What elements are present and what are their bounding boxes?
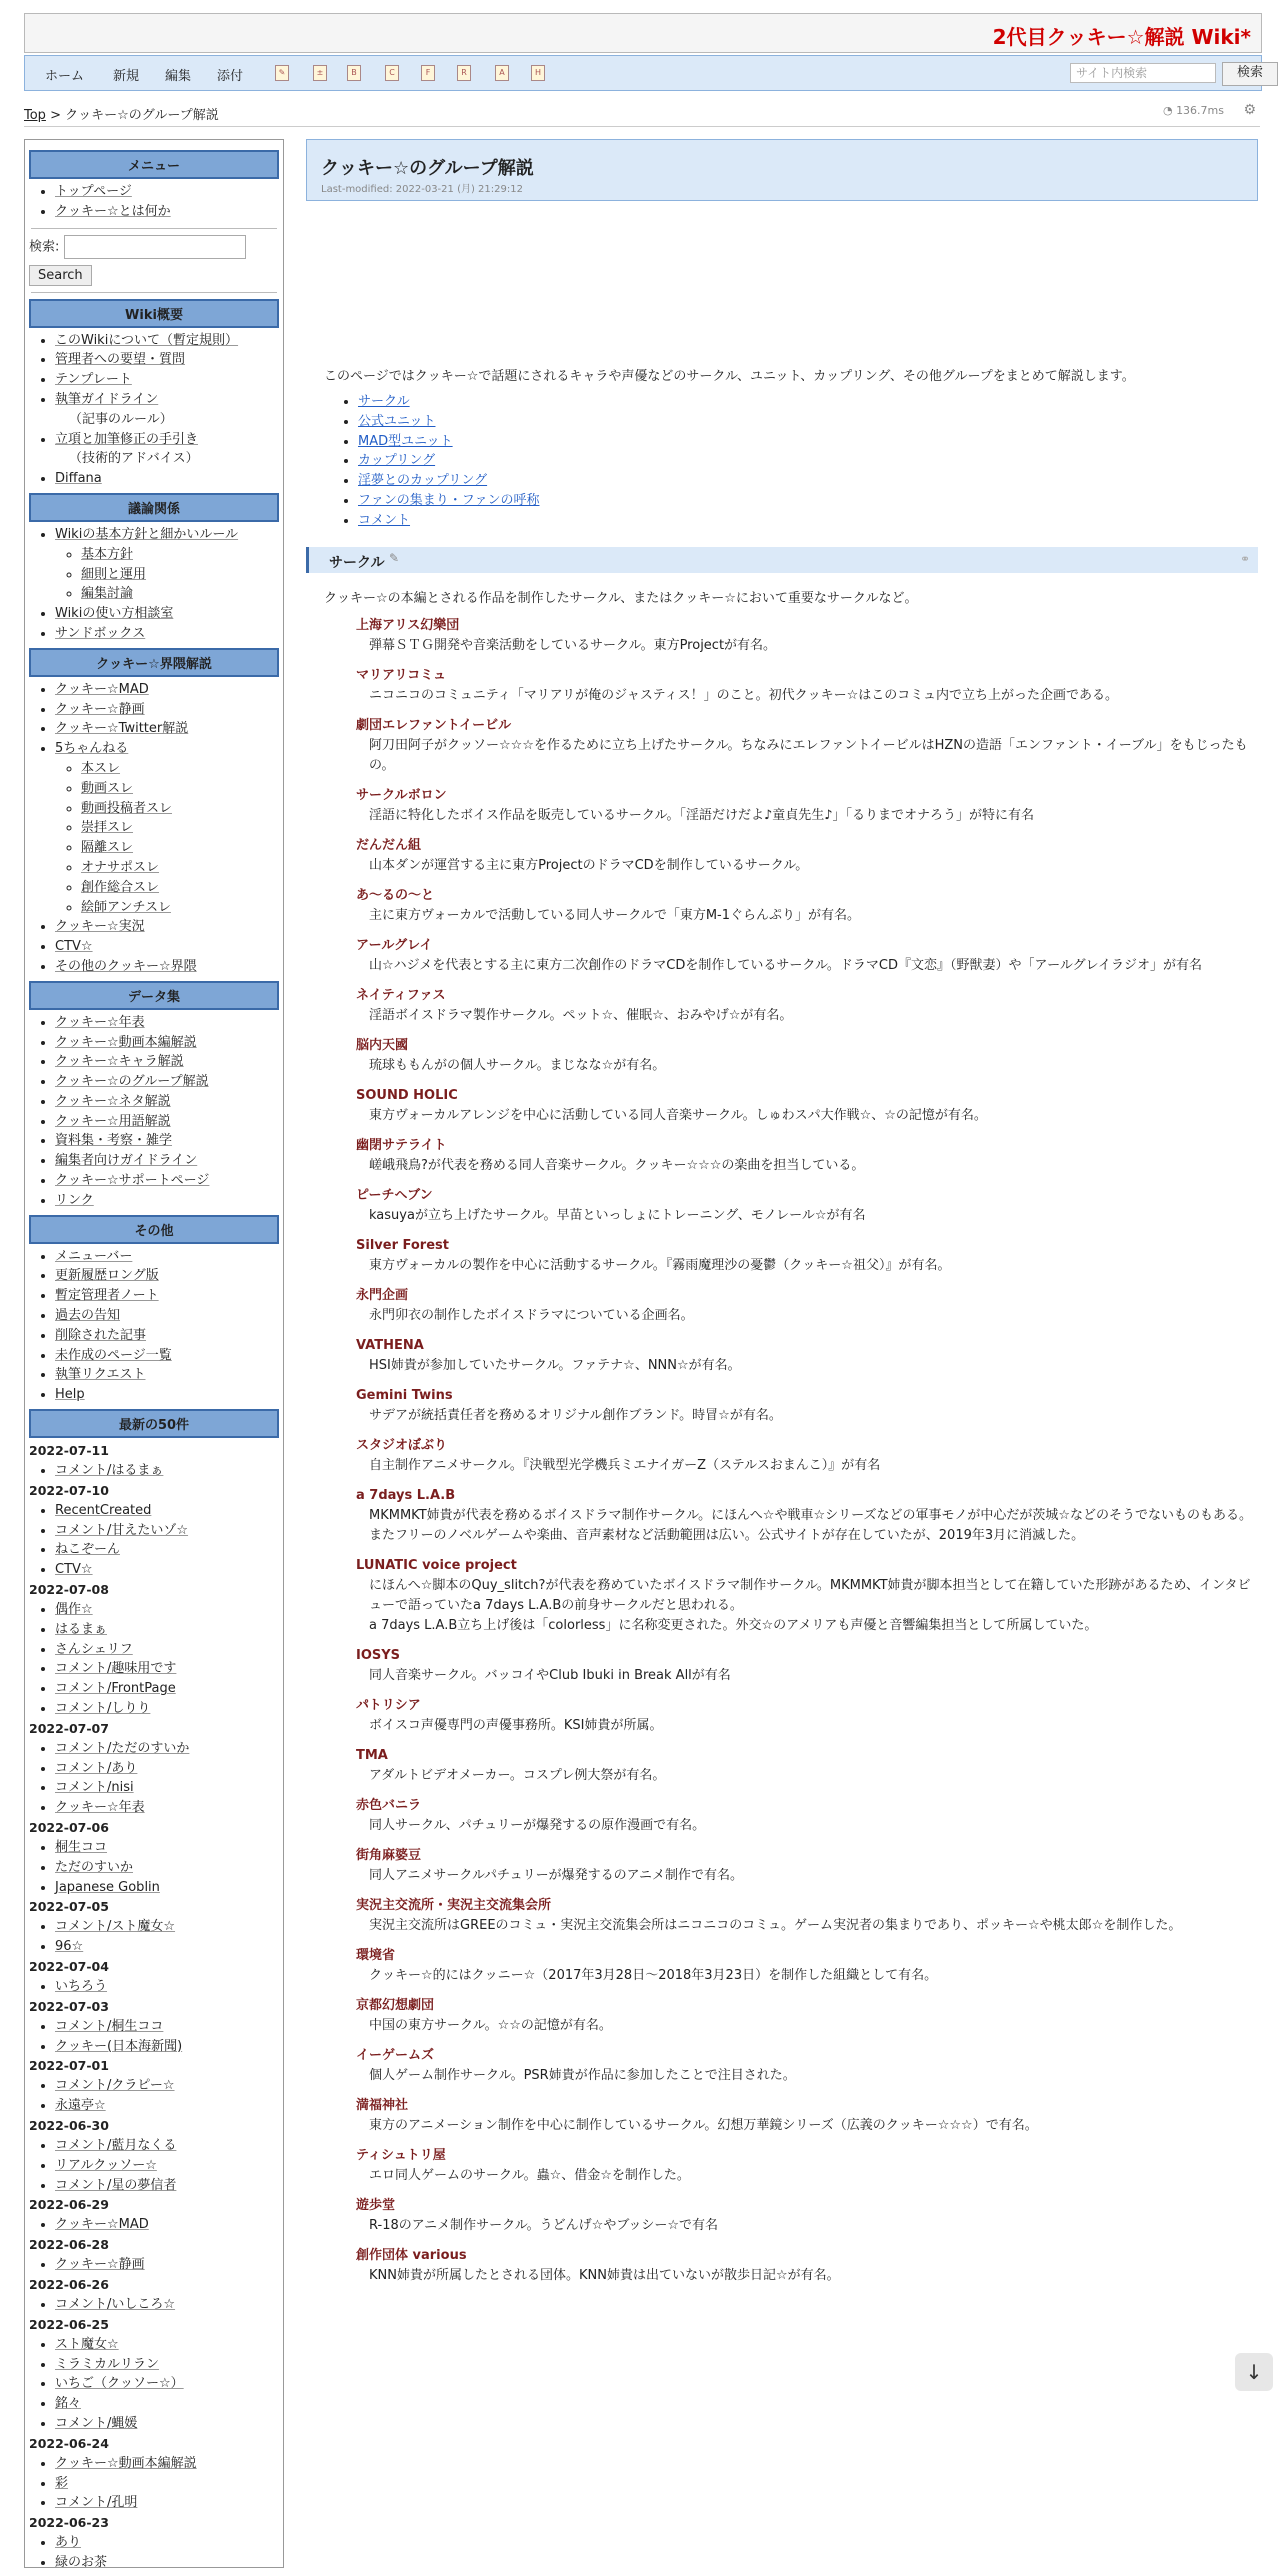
- list-item[interactable]: ◦ オナサポスレ: [81, 858, 279, 878]
- entry-description: 淫語ボイスドラマ製作サークル。ペット☆、催眠☆、おみやげ☆が有名。: [369, 1007, 793, 1023]
- list-item[interactable]: • 彩: [55, 2474, 279, 2494]
- entry-name: ピーチヘブン: [356, 1187, 433, 1203]
- scroll-down-button[interactable]: ↓: [1235, 2353, 1273, 2391]
- nav-new[interactable]: 新規: [113, 69, 140, 84]
- list-item[interactable]: • はるまぁ: [55, 1620, 279, 1640]
- list-item: [356, 2096, 1258, 2136]
- sidebar-debate-list: [29, 525, 279, 644]
- ad-space: [306, 201, 1258, 365]
- recent-list: [29, 2136, 279, 2195]
- sidebar-search-input[interactable]: [64, 235, 246, 259]
- toc-item[interactable]: • ファンの集まり・ファンの呼称: [358, 491, 1258, 511]
- breadcrumb-top[interactable]: Top: [24, 108, 46, 123]
- entry-name: TMA: [356, 1747, 388, 1763]
- entry-name: Silver Forest: [356, 1237, 449, 1253]
- entry-name: 幽閉サテライト: [356, 1137, 447, 1153]
- toc-item[interactable]: • MAD型ユニット: [358, 432, 1258, 452]
- list-item[interactable]: • コメント/しりり: [55, 1699, 279, 1719]
- toc-item[interactable]: • コメント: [358, 511, 1258, 531]
- entry-list: [306, 616, 1258, 2286]
- breadcrumb: [24, 104, 219, 123]
- page-intro: このページではクッキー☆で話題にされるキャラや声優などのサークル、ユニット、カップリング、その他グループをまとめて解説します。: [324, 369, 1135, 384]
- list-item[interactable]: • クッキー☆実況: [55, 917, 279, 937]
- recent-list: [29, 1461, 279, 1481]
- list-item[interactable]: • RecentCreated: [55, 1501, 279, 1521]
- recent-list: [29, 2215, 279, 2235]
- recent-list: [29, 2017, 279, 2057]
- list-item[interactable]: ◦ 創作総合スレ: [81, 878, 279, 898]
- recent-date: 2022-07-01: [29, 2058, 109, 2074]
- list-item[interactable]: • コメント/いしころ☆: [55, 2295, 279, 2315]
- entry-description: 永門卯衣の制作したボイスドラマについている企画名。: [369, 1307, 694, 1323]
- list-item: [356, 1286, 1258, 1326]
- entry-description: 山☆ハジメを代表とする主に東方二次創作のドラマCDを制作しているサークル。ドラマCD『文恋』（野獣妻）や「アールグレイラジオ」が有名: [369, 957, 1202, 973]
- list-item[interactable]: • 緑のお茶: [55, 2553, 279, 2568]
- entry-description: kasuyaが立ち上げたサークル。早苗といっしょにトレーニング、モノレール☆が有名: [369, 1207, 866, 1223]
- sidebar: [24, 139, 284, 2568]
- rename-icon[interactable]: R: [457, 65, 471, 81]
- entry-name: IOSYS: [356, 1647, 401, 1663]
- entry-name: VATHENA: [356, 1337, 424, 1353]
- list-item[interactable]: • コメント/クラピー☆: [55, 2076, 279, 2096]
- copy-icon[interactable]: C: [385, 65, 399, 81]
- list-item: [356, 1746, 1258, 1786]
- recent-date: 2022-06-26: [29, 2276, 109, 2292]
- nav-attach[interactable]: 添付: [217, 69, 244, 84]
- freeze-icon[interactable]: F: [421, 65, 435, 81]
- entry-description: 実況主交流所はGREEのコミュ・実況主交流集会所はニコニコのコミュ。ゲーム実況者の集まりであり、ポッキー☆や桃太郎☆を制作した。: [369, 1917, 1182, 1933]
- recent-date: 2022-07-08: [29, 1582, 109, 1598]
- list-item[interactable]: ◦ 動画投稿者スレ: [81, 799, 279, 819]
- list-item[interactable]: • クッキー☆動画本編解説: [55, 1033, 279, 1053]
- list-item[interactable]: • クッキー☆サポートページ: [55, 1171, 279, 1191]
- list-item[interactable]: • テンプレート: [55, 370, 279, 390]
- list-item[interactable]: • コメント/桐生ココ: [55, 2017, 279, 2037]
- list-item[interactable]: • Diffana: [55, 469, 279, 489]
- divider: [31, 228, 277, 229]
- list-item[interactable]: • クッキー☆MAD: [55, 2215, 279, 2235]
- entry-description: 弾幕ＳＴＧ開発や音楽活動をしているサークル。東方Projectが有名。: [369, 637, 777, 653]
- recent-date: 2022-07-11: [29, 1443, 109, 1459]
- list-item[interactable]: • ミラミカルリラン: [55, 2355, 279, 2375]
- list-item[interactable]: • サンドボックス: [55, 624, 279, 644]
- list-item[interactable]: ◦ 動画スレ: [81, 779, 279, 799]
- list-item[interactable]: • Wikiの使い方相談室: [55, 604, 279, 624]
- list-item: [356, 1946, 1258, 1986]
- breadcrumb-current: クッキー☆のグループ解説: [65, 108, 219, 123]
- entry-description: 山本ダンが運営する主に東方ProjectのドラマCDを制作しているサークル。: [369, 857, 809, 873]
- entry-description: a 7days L.A.B立ち上げ後は「colorless」に名称変更された。外交☆のアメリアも声優と音響編集担当として所属していた。: [369, 1617, 1098, 1633]
- list-item[interactable]: • 執筆リクエスト: [55, 1365, 279, 1385]
- list-item[interactable]: • コメント/甘えたいゾ☆: [55, 1521, 279, 1541]
- list-item[interactable]: • さんシェリフ: [55, 1640, 279, 1660]
- render-timing: ◔ 136.7ms: [1162, 104, 1224, 117]
- history-icon[interactable]: H: [531, 65, 545, 81]
- list-item[interactable]: • コメント/FrontPage: [55, 1679, 279, 1699]
- list-item[interactable]: • コメント/孔明: [55, 2493, 279, 2513]
- recent-date: 2022-06-25: [29, 2316, 109, 2332]
- recent-date: 2022-06-30: [29, 2117, 109, 2133]
- recent-changes: [29, 1441, 279, 2568]
- list-item[interactable]: • クッキー☆年表: [55, 1798, 279, 1818]
- list-item[interactable]: • メニューバー: [55, 1247, 279, 1267]
- page-title: クッキー☆のグループ解説: [321, 158, 534, 179]
- list-item: [356, 2046, 1258, 2086]
- gear-icon[interactable]: ⚙: [1243, 102, 1256, 118]
- list-item[interactable]: • 桐生ココ: [55, 1838, 279, 1858]
- list-item: [356, 1556, 1258, 1636]
- recent-date: 2022-07-05: [29, 1899, 109, 1915]
- list-item: [356, 786, 1258, 826]
- nav-edit[interactable]: 編集: [165, 69, 192, 84]
- list-item[interactable]: • ねこぞーん: [55, 1540, 279, 1560]
- list-item[interactable]: • クッキー☆のグループ解説: [55, 1072, 279, 1092]
- list-item[interactable]: • コメント/藍月なくる: [55, 2136, 279, 2156]
- list-item[interactable]: • いちご（クッソー☆）: [55, 2374, 279, 2394]
- list-item[interactable]: • 96☆: [55, 1937, 279, 1957]
- recent-list: [29, 2076, 279, 2116]
- entry-description: 同人アニメサークルパチュリーが爆発するのアニメ制作で有名。: [369, 1867, 744, 1883]
- entry-description: 嵯峨飛鳥?が代表を務める同人音楽サークル。クッキー☆☆☆の楽曲を担当している。: [369, 1157, 865, 1173]
- entry-name: イーゲームズ: [356, 2047, 435, 2063]
- list-item[interactable]: • 偶作☆: [55, 1600, 279, 1620]
- sidebar-search-label: 検索:: [29, 239, 60, 255]
- list-item[interactable]: • いちろう: [55, 1977, 279, 1997]
- list-item[interactable]: ◦ 崇拝スレ: [81, 818, 279, 838]
- entry-description: ニコニコのコミュニティ「マリアリが俺のジャスティス！」のこと。初代クッキー☆はこのコミュ内で立ち上がった企画である。: [369, 687, 1119, 703]
- recent-list: [29, 1838, 279, 1897]
- entry-description: 個人ゲーム制作サークル。PSR姉貴が作品に参加したことで注目された。: [369, 2067, 796, 2083]
- list-item: [356, 1436, 1258, 1476]
- recent-list: [29, 1600, 279, 1719]
- list-item[interactable]: • クッキー☆キャラ解説: [55, 1052, 279, 1072]
- list-item[interactable]: • コメント/はるまぁ: [55, 1461, 279, 1481]
- entry-description: 自主制作アニメサークル。『決戦型光学機兵ミエナイガーZ（ステルスおまんこ）』が有名: [369, 1457, 881, 1473]
- entry-description: サデアが統括責任者を務めるオリジナル創作ブランド。時冒☆が有名。: [369, 1407, 782, 1423]
- recent-list: [29, 1501, 279, 1580]
- list-item: [356, 616, 1258, 656]
- list-item[interactable]: • コメント/あり: [55, 1759, 279, 1779]
- divider: [31, 292, 277, 293]
- list-item[interactable]: • トップページ: [55, 182, 279, 202]
- recent-date: 2022-06-23: [29, 2515, 109, 2531]
- list-item[interactable]: • 5ちゃんねる ◦ 本スレ ◦ 動画スレ ◦ 動画投稿者スレ ◦ 崇拝スレ ◦ 隔離スレ ◦ オナサポスレ ◦ 創作総合スレ ◦ 絵師アンチスレ: [55, 739, 279, 917]
- entry-name: 遊歩堂: [356, 2197, 396, 2213]
- list-item[interactable]: • 管理者への要望・質問: [55, 350, 279, 370]
- sidebar-recent-head: 最新の50件: [29, 1409, 279, 1438]
- main-content: [306, 139, 1258, 2296]
- list-item[interactable]: • クッキー☆静画: [55, 2255, 279, 2275]
- entry-name: 環境省: [356, 1947, 396, 1963]
- entry-name: マリアリコミュ: [356, 667, 446, 683]
- list-item[interactable]: • 永遠亭☆: [55, 2096, 279, 2116]
- sidebar-wiki-list: [29, 331, 279, 410]
- toc-item[interactable]: • 淫夢とのカップリング: [358, 471, 1258, 491]
- list-item[interactable]: • 銘々: [55, 2394, 279, 2414]
- list-item: [356, 1086, 1258, 1126]
- list-item[interactable]: • 過去の告知: [55, 1306, 279, 1326]
- list-item[interactable]: • コメント/ただのすいか: [55, 1739, 279, 1759]
- recent-list: [29, 2533, 279, 2568]
- list-item[interactable]: • 更新履歴ロング版: [55, 1266, 279, 1286]
- list-item: [356, 886, 1258, 926]
- entry-name: サークルボロン: [356, 787, 447, 803]
- list-item: [356, 1696, 1258, 1736]
- list-item[interactable]: • その他のクッキー☆界隈: [55, 957, 279, 977]
- entry-name: 実況主交流所・実況主交流集会所: [356, 1897, 552, 1913]
- list-item[interactable]: • クッキー☆とは何か: [55, 202, 279, 222]
- entry-name: 赤色バニラ: [356, 1797, 422, 1813]
- entry-description: ボイスコ声優専門の声優事務所。KSI姉貴が所属。: [369, 1717, 663, 1733]
- entry-name: a 7days L.A.B: [356, 1487, 456, 1503]
- pencil-icon[interactable]: ✎: [389, 550, 400, 565]
- site-header: [24, 13, 1262, 53]
- entry-description: 琉球ももんがの個人サークル。まじなな☆が有名。: [369, 1057, 666, 1073]
- sidebar-note: （技術的アドバイス）: [69, 451, 199, 467]
- entry-description: 淫語に特化したボイス作品を販売しているサークル。「淫語だけだよ♪童貞先生♪」「るりまでオナろう」が特に有名: [369, 807, 1035, 823]
- entry-name: アールグレイ: [356, 937, 433, 953]
- entry-name: 脳内天國: [356, 1037, 409, 1053]
- list-item[interactable]: ◦ 本スレ: [81, 759, 279, 779]
- list-item[interactable]: ◦ 絵師アンチスレ: [81, 898, 279, 918]
- list-item[interactable]: • クッキー(日本海新聞): [55, 2037, 279, 2057]
- list-item: [356, 1646, 1258, 1686]
- entry-description: MKMMKT姉貴が代表を務めるボイスドラマ制作サークル。にほんへ☆や戦車☆シリーズなどの軍事モノが中心だが茨城☆などのそうでないものもある。またフリーのノベルゲームや楽曲、音声素材など活動範囲は広い。公式サイトが存在していたが、2019年3月に消滅した。: [369, 1507, 1252, 1543]
- list-item: [356, 1236, 1258, 1276]
- list-item[interactable]: • リンク: [55, 1191, 279, 1211]
- entry-description: 中国の東方サークル。☆☆の記憶が有名。: [369, 2017, 612, 2033]
- sidebar-note: （記事のルール）: [69, 411, 173, 427]
- entry-name: スタジオぼぶり: [356, 1437, 448, 1453]
- entry-name: 京都幻想劇団: [356, 1997, 435, 2013]
- list-item: [356, 1036, 1258, 1076]
- list-item[interactable]: • 編集者向けガイドライン: [55, 1151, 279, 1171]
- list-item[interactable]: • クッキー☆用語解説: [55, 1112, 279, 1132]
- toc-item[interactable]: • カップリング: [358, 451, 1258, 471]
- recent-list: [29, 1977, 279, 1997]
- sidebar-data-list: [29, 1013, 279, 1211]
- edit-tool-icon[interactable]: ✎: [275, 65, 289, 81]
- last-modified: Last-modified: 2022-03-21 (月) 21:29:12: [321, 184, 523, 195]
- entry-description: 同人音楽サークル。バッコイやClub Ibuki in Break Allが有名: [369, 1667, 731, 1683]
- list-item[interactable]: • CTV☆: [55, 1560, 279, 1580]
- sidebar-other-list: [29, 1247, 279, 1405]
- list-item: [356, 986, 1258, 1026]
- site-search-input[interactable]: サイト内検索: [1070, 63, 1216, 83]
- recent-date: 2022-06-28: [29, 2237, 109, 2253]
- entry-description: HSI姉貴が参加していたサークル。ファテナ☆、NNN☆が有名。: [369, 1357, 741, 1373]
- list-item[interactable]: • コメント/nisi: [55, 1778, 279, 1798]
- list-item[interactable]: ◦ 編集討論: [81, 584, 279, 604]
- diff-icon[interactable]: ±: [313, 65, 327, 81]
- sidebar-search-button[interactable]: Search: [29, 265, 92, 286]
- entry-description: 東方のアニメーション制作を中心に制作しているサークル。幻想万華鏡シリーズ（広義のクッキー☆☆☆）で有名。: [369, 2117, 1038, 2133]
- recent-date: 2022-07-10: [29, 1482, 109, 1498]
- sidebar-world-head: クッキー☆界隈解説: [29, 648, 279, 677]
- recent-list: [29, 1917, 279, 1957]
- link-icon[interactable]: ⚭: [1239, 551, 1250, 566]
- list-item: [356, 2146, 1258, 2186]
- entry-description: KNN姉貴が所属したとされる団体。KNN姉貴は出ていないが散歩日記☆が有名。: [369, 2267, 840, 2283]
- recent-list: [29, 2335, 279, 2434]
- sidebar-other-head: その他: [29, 1215, 279, 1244]
- attach-icon[interactable]: A: [495, 65, 509, 81]
- entry-name: 街角麻婆豆: [356, 1847, 422, 1863]
- list-item[interactable]: • クッキー☆年表: [55, 1013, 279, 1033]
- list-item[interactable]: • クッキー☆動画本編解説: [55, 2454, 279, 2474]
- list-item[interactable]: • 資料集・考察・雑学: [55, 1131, 279, 1151]
- entry-name: だんだん組: [356, 837, 422, 853]
- entry-description: にほんへ☆脚本のQuy_slitch?が代表を務めていたボイスドラマ制作サークル。MKMMKT姉貴が脚本担当として在籍していた形跡があるため、インタビューで語っていたa 7days L.A.Bの前身サークルだと思われる。: [369, 1577, 1251, 1613]
- list-item[interactable]: • このWikiについて（暫定規則）: [55, 331, 279, 351]
- entry-name: LUNATIC voice project: [356, 1557, 517, 1573]
- entry-name: ティシュトリ屋: [356, 2147, 446, 2163]
- list-item[interactable]: ◦ 隔離スレ: [81, 838, 279, 858]
- entry-description: 阿刀田阿子がクッソー☆☆☆を作るために立ち上げたサークル。ちなみにエレファントイービルはHZNの造語「エンファント・イーブル」をもじったもの。: [369, 737, 1248, 773]
- list-item[interactable]: ◦ 細則と運用: [81, 565, 279, 585]
- list-item: [356, 2246, 1258, 2286]
- list-item: [356, 666, 1258, 706]
- list-item[interactable]: • 未作成のページ一覧: [55, 1346, 279, 1366]
- list-item: [356, 1386, 1258, 1426]
- entry-name: ネイティファス: [356, 987, 446, 1003]
- site-search-button[interactable]: 検索: [1222, 62, 1278, 86]
- list-item[interactable]: • ただのすいか: [55, 1858, 279, 1878]
- sidebar-data-head: データ集: [29, 981, 279, 1010]
- section-description: クッキー☆の本編とされる作品を制作したサークル、またはクッキー☆において重要なサークルなど。: [324, 590, 918, 606]
- nav-bar: [24, 55, 1262, 91]
- entry-name: 上海アリス幻樂団: [356, 617, 460, 633]
- list-item[interactable]: • クッキー☆Twitter解説: [55, 719, 279, 739]
- recent-date: 2022-07-03: [29, 1998, 109, 2014]
- entry-description: 同人サークル、パチュリーが爆発するの原作漫画で有名。: [369, 1817, 706, 1833]
- list-item[interactable]: • クッキー☆静画: [55, 700, 279, 720]
- list-item[interactable]: • コメント/スト魔女☆: [55, 1917, 279, 1937]
- list-item: [356, 1996, 1258, 2036]
- list-item[interactable]: ◦ 基本方針: [81, 545, 279, 565]
- list-item[interactable]: • リアルクッソー☆: [55, 2156, 279, 2176]
- entry-name: Gemini Twins: [356, 1387, 453, 1403]
- entry-description: 主に東方ヴォーカルで活動している同人サークルで「東方M-1ぐらんぷり」が有名。: [369, 907, 861, 923]
- nav-home[interactable]: ホーム: [45, 69, 85, 84]
- list-item[interactable]: • コメント/蝿媛: [55, 2414, 279, 2434]
- list-item[interactable]: • 執筆ガイドライン: [55, 390, 279, 410]
- toc-item[interactable]: • サークル: [358, 392, 1258, 412]
- page-header: [306, 139, 1258, 201]
- site-title[interactable]: 2代目クッキー☆解説 Wiki*: [992, 25, 1251, 49]
- entry-description: エロ同人ゲームのサークル。蟲☆、借金☆を制作した。: [369, 2167, 690, 2183]
- list-item: [356, 1336, 1258, 1376]
- recent-date: 2022-07-06: [29, 1820, 109, 1835]
- recent-list: [29, 2454, 279, 2513]
- sidebar-menu-head: メニュー: [29, 150, 279, 179]
- list-item[interactable]: • 暫定管理者ノート: [55, 1286, 279, 1306]
- toc-item[interactable]: • 公式ユニット: [358, 412, 1258, 432]
- list-item[interactable]: • スト魔女☆: [55, 2335, 279, 2355]
- list-item: [356, 1486, 1258, 1546]
- table-of-contents: [306, 392, 1258, 531]
- recent-list: [29, 1739, 279, 1818]
- sidebar-search: [29, 235, 279, 286]
- recent-date: 2022-07-04: [29, 1958, 109, 1974]
- divider: [24, 126, 1260, 127]
- list-item[interactable]: • あり: [55, 2533, 279, 2553]
- entry-name: 創作団体 various: [356, 2247, 467, 2263]
- list-item: [356, 1796, 1258, 1836]
- list-item[interactable]: • 削除された記事: [55, 1326, 279, 1346]
- sidebar-world-list: [29, 680, 279, 977]
- recent-date: 2022-06-24: [29, 2435, 109, 2451]
- section-header: [306, 547, 1258, 573]
- list-item[interactable]: • CTV☆: [55, 937, 279, 957]
- breadcrumb-sep: >: [45, 108, 66, 123]
- list-item[interactable]: • Help: [55, 1385, 279, 1405]
- list-item: [356, 1136, 1258, 1176]
- entry-name: あ～るの～と: [356, 887, 435, 903]
- sidebar-wiki-head: Wiki概要: [29, 299, 279, 328]
- list-item: [356, 1846, 1258, 1886]
- list-item: [356, 716, 1258, 776]
- sidebar-debate-head: 議論関係: [29, 493, 279, 522]
- entry-description: アダルトビデオメーカー。コスプレ例大祭が有名。: [369, 1767, 666, 1783]
- entry-name: パトリシア: [356, 1697, 421, 1713]
- entry-description: 東方ヴォーカルの製作を中心に活動するサークル。『霧雨魔理沙の憂鬱（クッキー☆祖父）』が有名。: [369, 1257, 951, 1273]
- list-item[interactable]: • Wikiの基本方針と細かいルール ◦ 基本方針 ◦ 細則と運用 ◦ 編集討論: [55, 525, 279, 604]
- list-item[interactable]: • Japanese Goblin: [55, 1878, 279, 1898]
- backup-icon[interactable]: B: [347, 65, 361, 81]
- list-item[interactable]: • クッキー☆MAD: [55, 680, 279, 700]
- entry-description: 東方ヴォーカルアレンジを中心に活動している同人音楽サークル。しゅわスパ大作戦☆、☆の記憶が有名。: [369, 1107, 987, 1123]
- list-item: [356, 1896, 1258, 1936]
- entry-description: クッキー☆的にはクッニー☆（2017年3月28日～2018年3月23日）を制作した組織として有名。: [369, 1967, 938, 1983]
- recent-list: [29, 2255, 279, 2275]
- section-title: サークル: [329, 554, 385, 571]
- recent-list: [29, 2295, 279, 2315]
- recent-date: 2022-07-07: [29, 1720, 109, 1736]
- recent-date: 2022-06-29: [29, 2197, 109, 2213]
- entry-name: 満福神社: [356, 2097, 409, 2113]
- sidebar-menu-list: [29, 182, 279, 222]
- list-item[interactable]: • コメント/趣味用です: [55, 1659, 279, 1679]
- list-item[interactable]: • クッキー☆ネタ解説: [55, 1092, 279, 1112]
- list-item[interactable]: • 立項と加筆修正の手引き: [55, 430, 279, 450]
- list-item: [356, 2196, 1258, 2236]
- list-item: [356, 936, 1258, 976]
- entry-name: SOUND HOLIC: [356, 1087, 458, 1103]
- list-item: [356, 1186, 1258, 1226]
- list-item[interactable]: • コメント/星の夢信者: [55, 2176, 279, 2196]
- list-item: [356, 836, 1258, 876]
- entry-description: R-18のアニメ制作サークル。うどんげ☆やブッシー☆で有名: [369, 2217, 719, 2233]
- entry-name: 劇団エレファントイービル: [356, 717, 512, 733]
- entry-name: 永門企画: [356, 1287, 409, 1303]
